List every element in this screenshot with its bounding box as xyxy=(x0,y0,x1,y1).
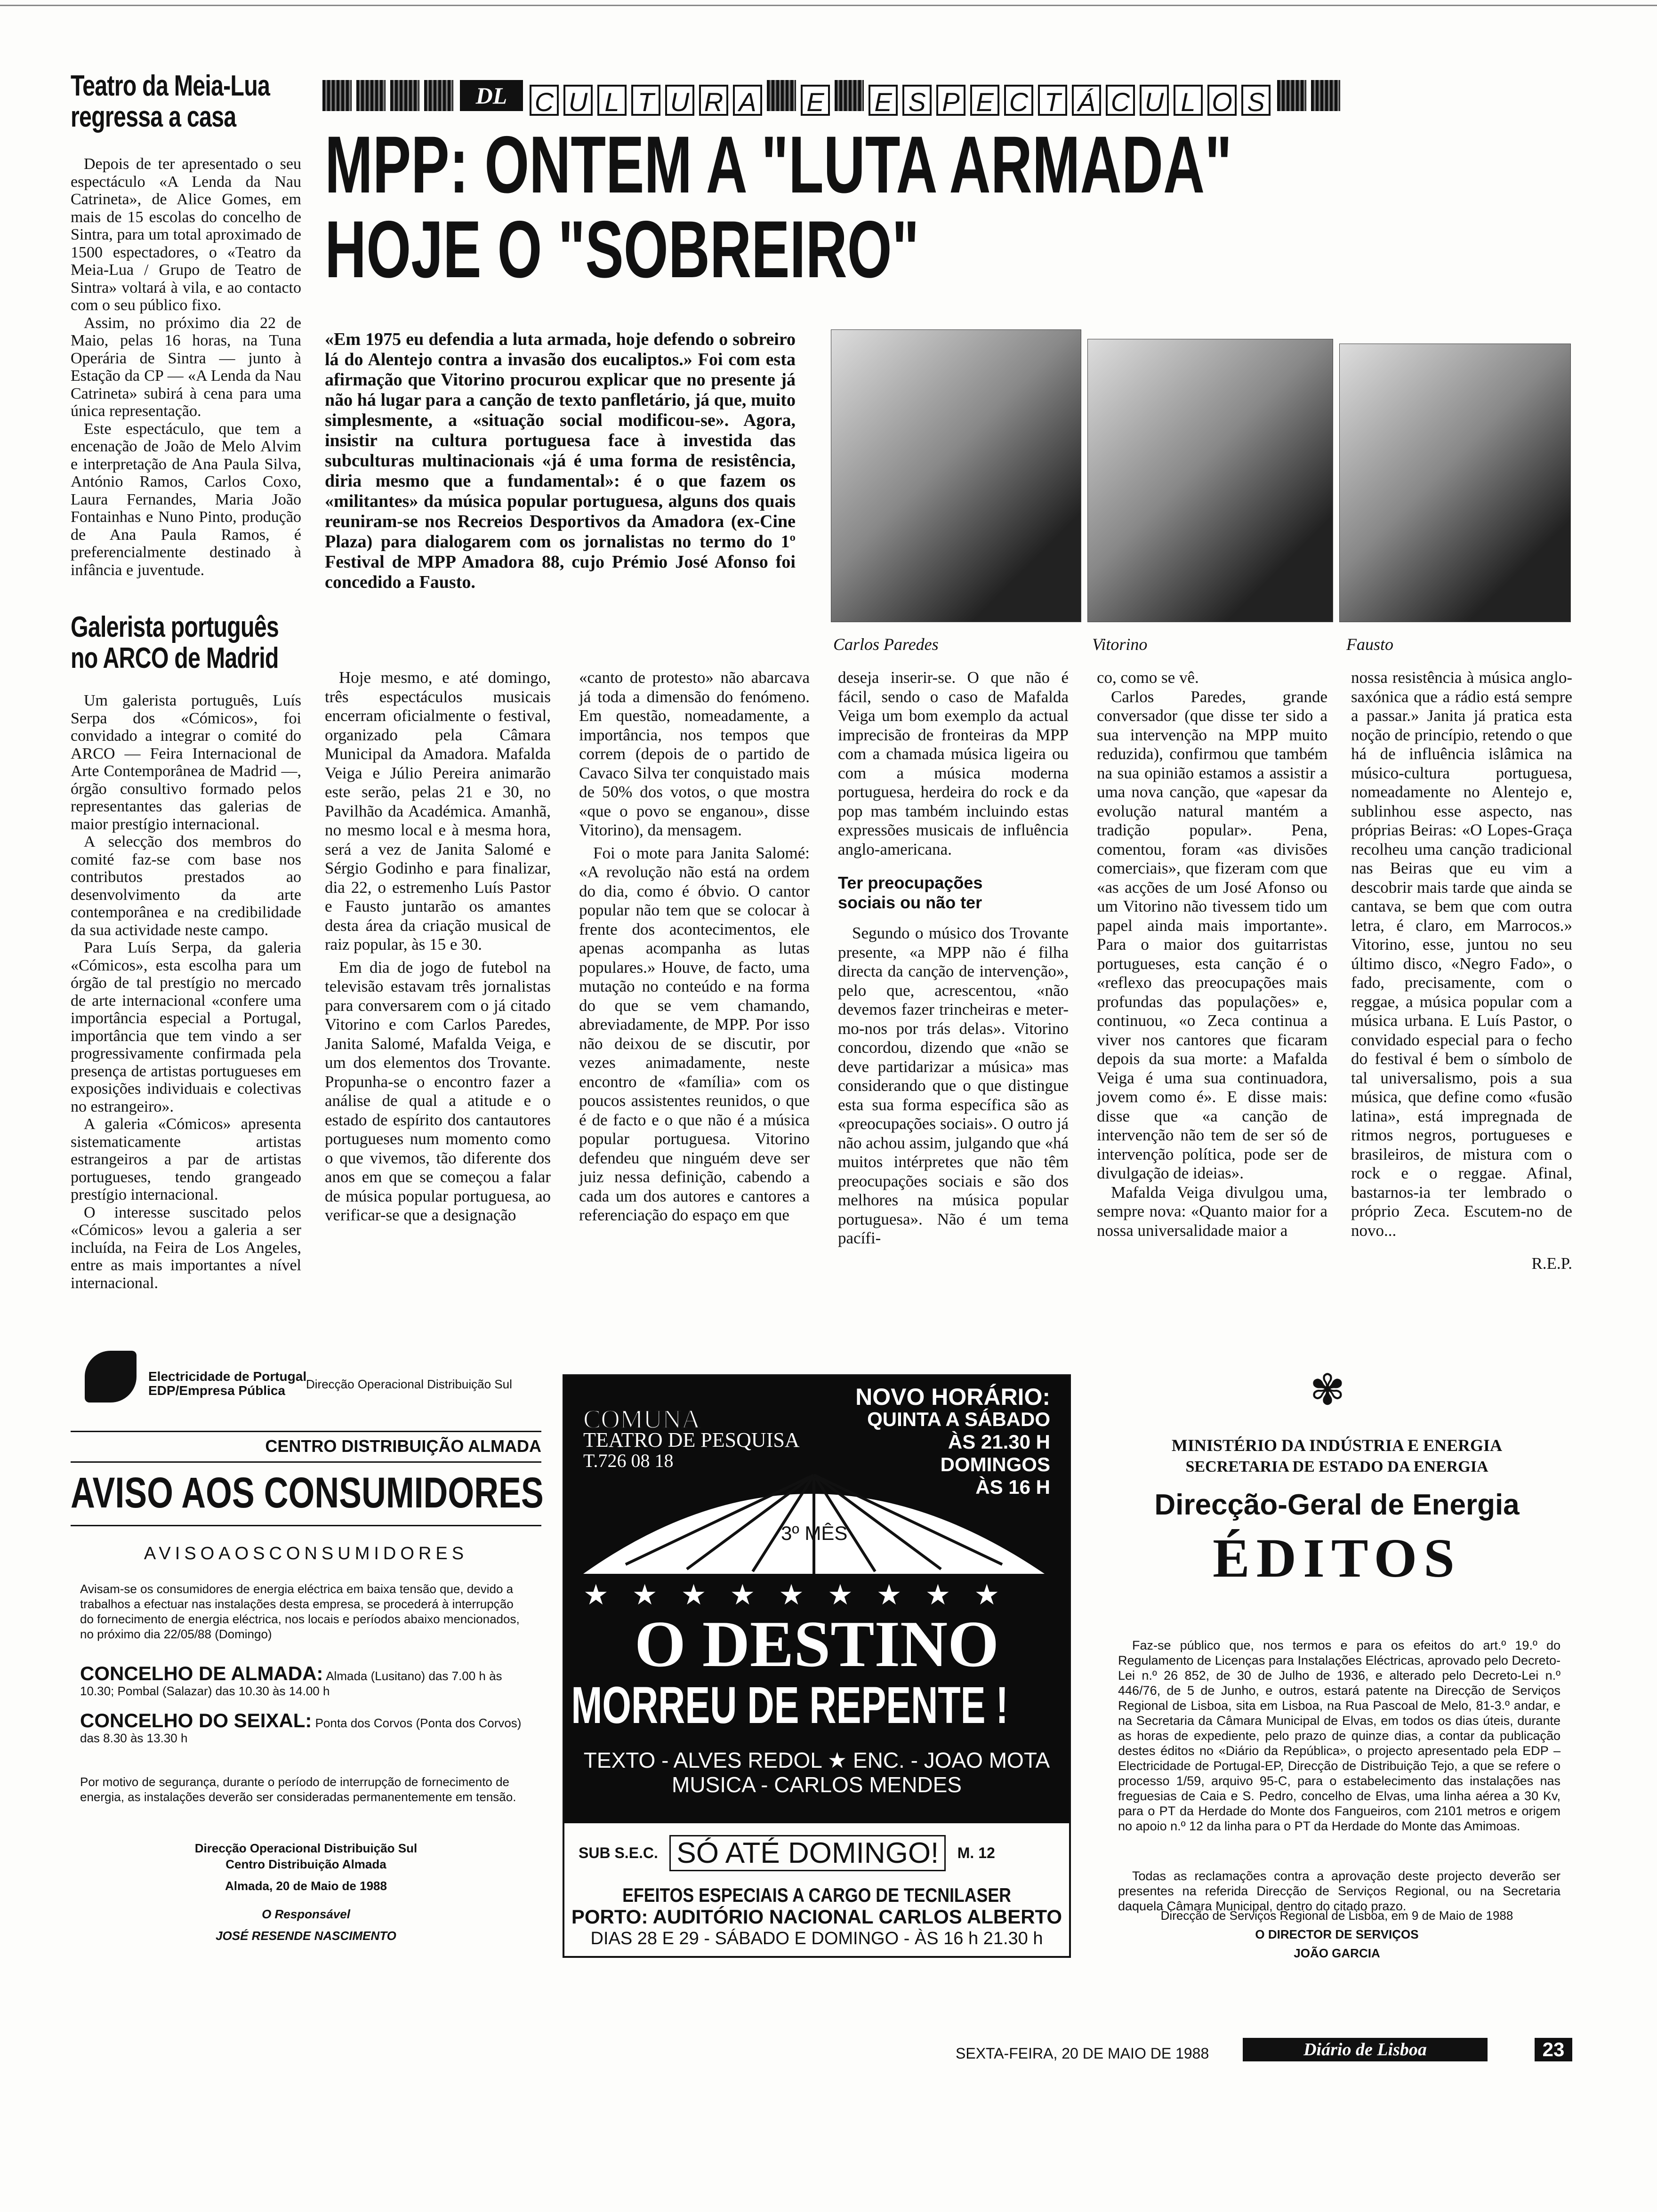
article-column-4: co, como se vê. Carlos Paredes, grande conversador (que disse ter sido a sua intervenção na MPP muito reduzida), confirmou que também na sua opinião estamos a assistir a uma nova canção, que «apesar da evolução natural mantém a tradição popular». Pena, comentou, foram «as divisões comerciais», que fizeram com que «as acções de um José Afonso ou um Vitorino não tivessem tido um papel ainda mais importante». Para o maior dos guitarristas portugueses, esta canção é o «reflexo das preocupações mais profundas das populações» e, continuou, «o Zeca continua a viver nos cantores que ficaram depois da sua morte: a Mafalda Veiga é uma sua continuadora, jovem como é». E disse mais: disse que «a canção de intervenção não tem de ser só de intervenção política, pode ser de divulgação de ideias». Mafalda Veiga divulgou uma, sempre nova: «Quanto maior for a nossa universalidade maior a xyxy=(1097,668,1327,1240)
section-title-letter: L xyxy=(597,85,627,116)
page-number: 23 xyxy=(1535,2038,1572,2061)
photo-fausto xyxy=(1339,344,1571,622)
section-title-letter: C xyxy=(1106,85,1135,116)
ad-comuna: COMUNA TEATRO DE PESQUISA T.726 08 18 NOVO HORÁRIO: QUINTA A SÁBADO ÀS 21.30 H DOMINGOS ÀS 16 H 3º MÊS ★★★★★★★★★ O DESTINO MORREU DE REPENTE ! TEXTO - ALVES REDOL ★ ENC. - JOAO MOTA MUSICA - CARLOS MENDES SUB S.E.C. SÓ ATÉ DOMINGO! M. 12 EFEITOS ESPECIAIS A CARGO DE TECNILASER PORTO: AUDITÓRIO NACIONAL CARLOS ALBERTO DIAS 28 E 29 - SÁBADO E DOMINGO - ÀS 16 h 21.30 h xyxy=(563,1374,1071,1958)
section-title-letter: U xyxy=(563,85,593,116)
coat-of-arms: ✾ xyxy=(1310,1367,1345,1414)
section-logo: DL xyxy=(460,80,523,111)
story1-body: Depois de ter apresentado o seu espectáculo «A Lenda da Nau Catrineta», de Alice Gomes, em mais de 15 escolas do concelho de Sintra, para um total aproximado de 1500 espectadores, o «Teatro da Meia-Lua / Grupo de Teatro de Sintra» voltará à vila, e ao contacto com o seu público fixo. Assim, no próximo dia 22 de Maio, pelas 16 horas, na Tuna Operária de Sintra — junto à Estação da CP — «A Lenda da Nau Catrineta» subirá à cena para uma única representação. Este espectáculo, que tem a encenação de João de Melo Alvim e interpretação de Ana Paula Silva, António Ramos, Carlos Coxo, Laura Fernandes, Maria João Fontainhas e Nuno Pinto, produção de Ana Paula Ramos, é preferencialmente destinado à infância e juventude. xyxy=(71,155,301,579)
stars: ★★★★★★★★★ xyxy=(583,1579,1023,1611)
photo-caption: Vitorino xyxy=(1092,635,1148,654)
photo-carlos-paredes xyxy=(831,329,1081,622)
section-title-letter: A xyxy=(733,85,762,116)
section-title-letter: P xyxy=(936,85,965,116)
edp-logo xyxy=(85,1351,137,1403)
section-title-letter: E xyxy=(970,85,999,116)
footer-masthead: Diário de Lisboa xyxy=(1243,2038,1488,2061)
section-banner xyxy=(322,80,1579,117)
article-column-2: «canto de protesto» não abarcava já toda a dimensão do fenómeno. Em questão, nomeadamente, a importância, nos tempos que correm (depois de o partido de Cavaco Silva ter conquistado mais de 50% dos votos, o que mostra «que o povo se enganou», disse Vitorino), da mensagem. Foi o mote para Janita Salomé: «A revolução não está na ordem do dia, como é óbvio. O cantor popular não tem que se colocar à frente dos acontecimentos, ele apenas acompanha as lutas populares.» Houve, de facto, uma mutação no conteúdo e na forma do que se vem chamando, abreviadamente, de MPP. Por isso não deixou de se discutir, por vezes animadamente, neste encontro de «família» com os poucos assistentes reunidos, o que é de facto e o que não é a música popular portuguesa. Vitorino defendeu que ninguém deve ser juiz nessa definição, cabendo a cada um dos autores e cantores a referenciação do espaço em que xyxy=(579,668,810,1224)
section-title-letter: L xyxy=(1174,85,1203,116)
section-title-letter: E xyxy=(869,85,898,116)
section-title-letter: E xyxy=(801,85,830,116)
section-title-letter: S xyxy=(902,85,932,116)
section-title-letter: Á xyxy=(1072,85,1101,116)
lead-paragraph: «Em 1975 eu defendia a luta armada, hoje defendo o sobreiro lá do Alentejo contra a invasão dos eucaliptos.» Foi com esta afirmação que Vitorino procurou explicar que no presente já não há lugar para a canção de texto panfletário, já que, muito simplesmente, a «situação social modificou-se». Agora, insistir na cultura portuguesa face à investida das subculturas multinacionais «já é uma forma de resistência, diria mesmo que a fundamental»: é o que fazem os «militantes» da música popular portuguesa, alguns dos quais reuniram-se nos Recreios Desportivos da Amadora (ex-Cine Plaza) para dialogarem com os jornalistas no termo do 1º Festival de MPP Amadora 88, cujo Prémio José Afonso foi concedido a Fausto. xyxy=(325,329,796,592)
main-headline: MPP: ONTEM A "LUTA ARMADA" HOJE O "SOBREIRO" xyxy=(325,120,1232,295)
section-title-letter: O xyxy=(1207,85,1237,116)
column-subheading: Ter preocupações sociais ou não ter xyxy=(838,873,983,912)
article-column-3: deseja inserir-se. O que não é fácil, sendo o caso de Mafalda Veiga um bom exemplo da actual imprecisão de fronteiras da MPP com a chamada música ligeira ou com a música moderna portuguesa, herdeira do rock e da pop mas também incluindo estas expressões musicais de influência anglo-americana. Ter preocupações sociais ou não ter Segundo o músico dos Trovante presente, «a MPP não é filha directa da canção de intervenção», pelo que, acrescentou, «não devemos fazer trincheiras e meter-mo-nos por trás delas». Vitorino concordou, dizendo que «não se deve partidarizar a música» mas considerando que o que distingue esta sua forma específica são as «preocupações sociais». O outro já não achou assim, julgando que «há muitos intérpretes que não têm preocupações sociais e são dos melhores na música popular portuguesa». Não é um tema pacífi- xyxy=(838,668,1069,1247)
author-signature: R.E.P. xyxy=(1531,1254,1572,1273)
section-title-letter: R xyxy=(699,85,728,116)
section-title-letter: T xyxy=(631,85,660,116)
section-title-letter: U xyxy=(1140,85,1169,116)
section-title-letter: C xyxy=(530,85,559,116)
article-column-5: nossa resistência à música anglo-saxónica que a rádio está sempre a passar.» Janita já pratica esta noção de princípio, retendo o que há de influência islâmica na músico-cultura portuguesa, nomeadamente no Alentejo e, sublinhou esse aspecto, nas próprias Beiras: «O Lopes-Graça recolheu uma canção tradicional nas Beiras que eu vim a descobrir mais tarde que ainda se cantava, se bem que com outra letra, é claro, em Marrocos.» Vitorino, esse, juntou no seu último disco, «Negro Fado», o fado, precisamente, com o reggae, a música popular com a música urbana. E Luís Pastor, o convidado especial para o fecho do festival é bem o símbolo de tal universalismo, pois a sua música, que define como «fusão latina», está impregnada de ritmos negros, portugueses e brasileiros, de mistura com o rock e o reggae. Afinal, bastarnos-ia ter lembrado o próprio Zeca. Escutem-no de novo... R.E.P. xyxy=(1351,668,1572,1273)
article-column-1: Hoje mesmo, e até domingo, três espectáculos musicais encerram oficialmente o festival, organizado pela Câmara Municipal da Amadora. Mafalda Veiga e Júlio Pereira animarão este serão, pelas 21 e 30, no Pavilhão da Académica. Amanhã, no mesmo local e à mesma hora, será a vez de Janita Salomé e Sérgio Godinho e para finalizar, dia 22, o estremenho Luís Pastor e Fausto juntarão os amantes desta área da criação musical de raiz popular, às 15 e 30. Em dia de jogo de futebol na televisão estavam três jornalistas para conversarem com o já citado Vitorino e com Carlos Paredes, Janita Salomé, Mafalda Veiga, e um dos elementos dos Trovante. Propunha-se o encontro fazer a análise de qual a atitude e o estado de espírito dos cantautores portugueses num momento como o que vivemos, tão diferente dos anos em que se começou a falar de música popular portuguesa, ao verificar-se que a designação xyxy=(325,668,551,1224)
story2-body: Um galerista português, Luís Serpa dos «Cómicos», foi convidado a integrar o comité do ARCO — Feira Internacional de Arte Contemporânea de Madrid —, órgão consultivo formado pelos representantes das galerias de maior prestígio internacional. A selecção dos membros do comité faz-se com base nos contributos prestados ao desenvolvimento da arte contemporânea e na credibilidade da sua actividade neste campo. Para Luís Serpa, da galeria «Cómicos», esta escolha para um órgão de tal prestígio no mercado de arte internacional «confere uma importância especial a Portugal, importância que tem vindo a ser progressivamente confirmada pela presença de artistas portugueses em exposições individuais e colectivas no estrangeiro». A galeria «Cómicos» apresenta sistematicamente artistas estrangeiros a par de artistas portugueses, tendo grangeado prestígio internacional. O interesse suscitado pelos «Cómicos» levou a galeria a ser incluída, na Feira de Los Angeles, entre as mais importantes a nível internacional. xyxy=(71,692,301,1292)
section-title xyxy=(530,87,1275,117)
ad-ministry: ✾ MINISTÉRIO DA INDÚSTRIA E ENERGIA SECRETARIA DE ESTADO DA ENERGIA Direcção-Geral de Energia ÉDITOS Faz-se público que, nos termos e para os efeitos do art.º 19.º do Regulamento de Licenças para Instalações Eléctricas, aprovado pelo Decreto-Lei n.º 26 852, de 30 de Julho de 1936, e alterado pelo Decreto-Lei n.º 446/76, de 5 de Junho, e outros, estará patente na Direcção de Serviços Regional de Lisboa, sita em Lisboa, na Rua Pascoal de Melo, 81-3.º andar, e na Secretaria da Câmara Municipal de Elvas, em todos os dias úteis, durante as horas de expediente, pelo prazo de quinze dias, a contar da publicação destes éditos no «Diário da República», o projecto apresentado pela EDP – Electricidade de Portugal-EP, Direcção de Distribuição Tejo, a que se refere o processo 1/59, arquivo 95-C, para o estabelecimento das instalações nas freguesias de Caia e S. Pedro, concelho de Elvas, uma linha aérea a 30 Kv, para o PT da Herdade do Monte dos Fangueiros, com 2101 metros e origem no apoio n.º 12 da linha para o PT da Herdade do Monte das Amimoas. Todas as reclamações contra a aprovação deste projecto deverão ser presentes na referida Direcção de Serviços Regional, ou na Secretaria daquela Câmara Municipal, dentro do citado prazo. Direcção de Serviços Regional de Lisboa, em 9 de Maio de 1988 O DIRECTOR DE SERVIÇOS JOÃO GARCIA xyxy=(1094,1360,1579,1967)
ad-edp: Electricidade de Portugal EDP/Empresa Pública Direcção Operacional Distribuição Sul CENTRO DISTRIBUIÇÃO ALMADA AVISO AOS CONSUMIDORES AVISOAOSCONSUMIDORES Avisam-se os consumidores de energia eléctrica em baixa tensão que, devido a trabalhos a efectuar nas instalações desta empresa, se procederá à interrupção do fornecimento de energia eléctrica, nos locais e períodos abaixo mencionados, no próximo dia 22/05/88 (Domingo) CONCELHO DE ALMADA: Almada (Lusitano) das 7.00 h às 10.30; Pombal (Salazar) das 10.30 às 14.00 h CONCELHO DO SEIXAL: Ponta dos Corvos (Ponta dos Corvos) das 8.30 às 13.30 h Por motivo de segurança, durante o período de interrupção de fornecimento de energia, as instalações deverão ser consideradas permanentemente em tensão. Direcção Operacional Distribuição Sul Centro Distribuição Almada Almada, 20 de Maio de 1988 O Responsável JOSÉ RESENDE NASCIMENTO xyxy=(71,1332,541,1981)
banner-separator xyxy=(835,80,864,111)
story1-title: Teatro da Meia-Lua regressa a casa xyxy=(71,70,270,133)
section-title-letter: C xyxy=(1004,85,1033,116)
section-title-letter: T xyxy=(1038,85,1067,116)
sidebar xyxy=(71,71,306,133)
banner-separator xyxy=(767,80,796,111)
section-title-letter: S xyxy=(1241,85,1271,116)
photo-caption: Fausto xyxy=(1346,635,1394,654)
photo-caption: Carlos Paredes xyxy=(833,635,939,654)
footer-date: SEXTA-FEIRA, 20 DE MAIO DE 1988 xyxy=(956,2045,1209,2062)
section-title-letter: U xyxy=(665,85,694,116)
photo-vitorino xyxy=(1087,339,1333,622)
top-rule xyxy=(0,5,1657,6)
story2-heading: Galerista português no ARCO de Madrid xyxy=(71,611,279,674)
